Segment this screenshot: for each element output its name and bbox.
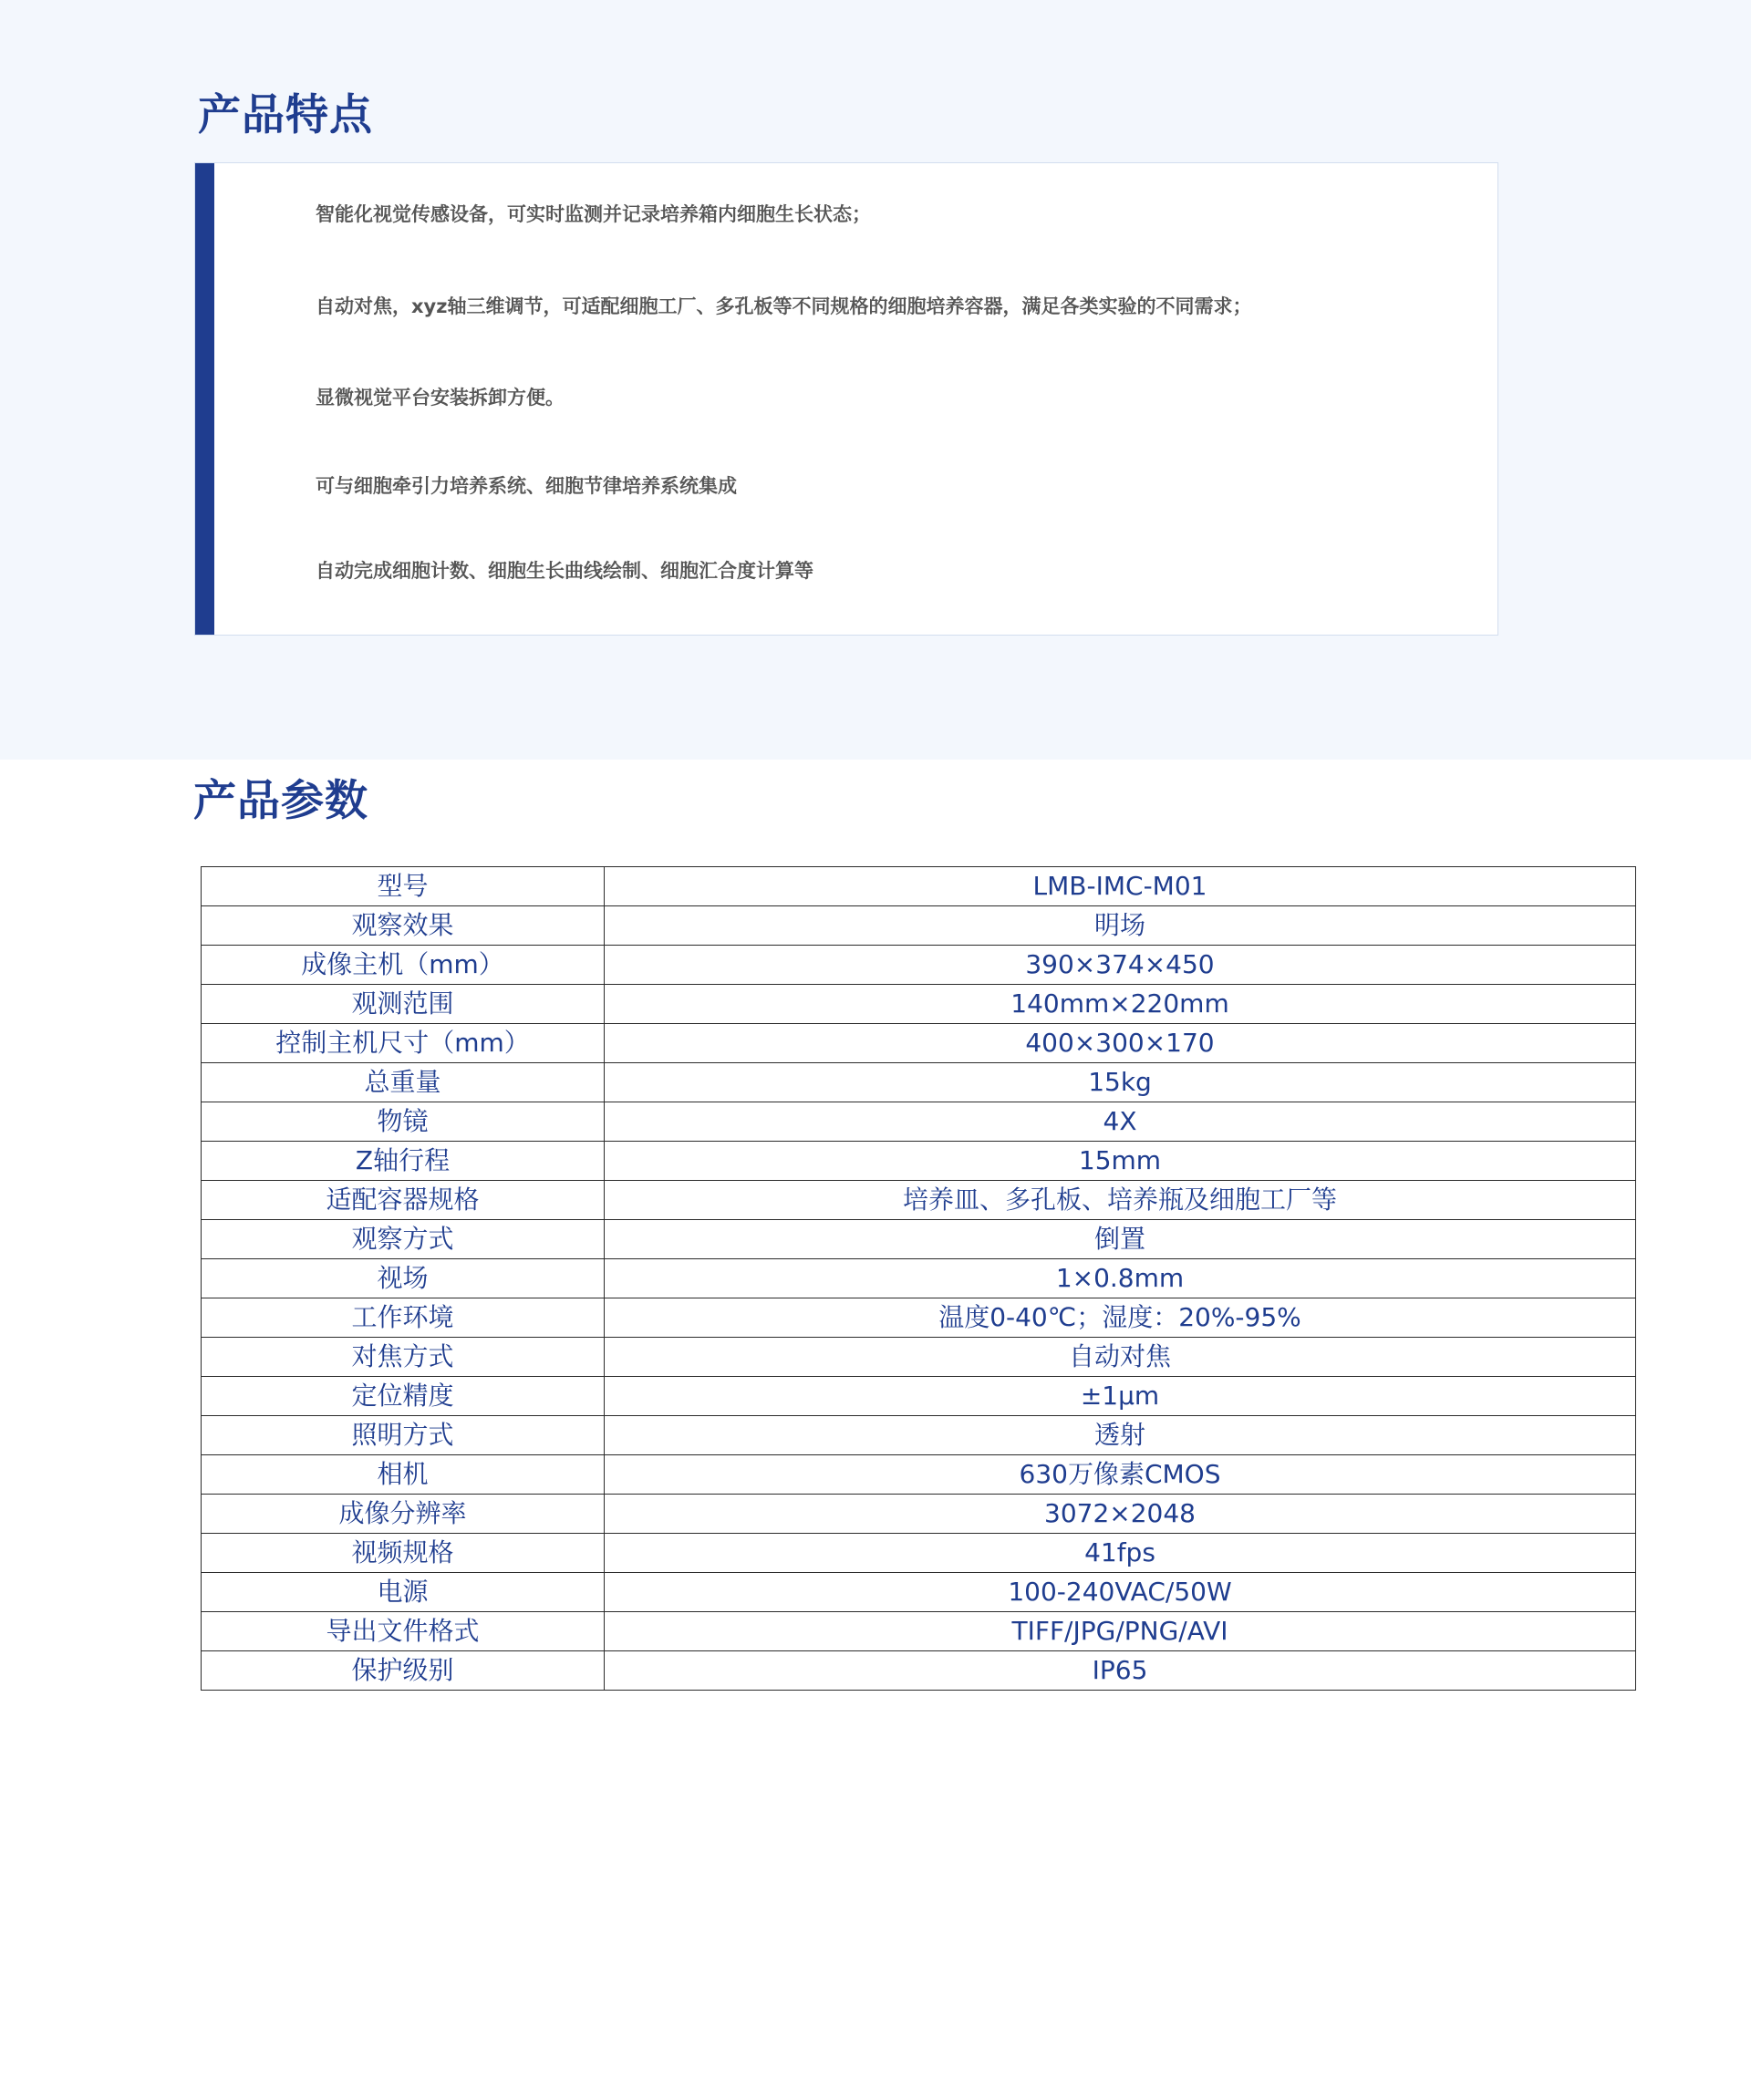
spec-value: 自动对焦: [605, 1338, 1636, 1377]
spec-label: 观测范围: [202, 985, 605, 1024]
spec-value: 140mm×220mm: [605, 985, 1636, 1024]
spec-row: [202, 1377, 1636, 1416]
features-title: 产品特点: [198, 90, 373, 140]
spec-row: [202, 1338, 1636, 1377]
spec-value: IP65: [605, 1651, 1636, 1691]
spec-value: 温度0-40℃；湿度：20%-95%: [605, 1298, 1636, 1338]
spec-table-body: [202, 867, 1636, 1691]
spec-value: 390×374×450: [605, 946, 1636, 985]
spec-label: 导出文件格式: [202, 1612, 605, 1651]
spec-row: [202, 1651, 1636, 1691]
spec-row: [202, 867, 1636, 906]
accent-bar: [195, 163, 214, 635]
spec-label: 视场: [202, 1259, 605, 1298]
spec-table: [201, 866, 1636, 1691]
spec-value: 41fps: [605, 1534, 1636, 1573]
spec-row: [202, 1181, 1636, 1220]
spec-value: 培养皿、多孔板、培养瓶及细胞工厂等: [605, 1181, 1636, 1220]
spec-row: [202, 1495, 1636, 1534]
spec-row: [202, 1416, 1636, 1455]
spec-value: 透射: [605, 1416, 1636, 1455]
spec-label: 观察方式: [202, 1220, 605, 1259]
feature-item: 显微视觉平台安装拆卸方便。: [316, 387, 565, 409]
spec-value: 630万像素CMOS: [605, 1455, 1636, 1495]
spec-label: 视频规格: [202, 1534, 605, 1573]
spec-label: 照明方式: [202, 1416, 605, 1455]
spec-value: 15kg: [605, 1063, 1636, 1102]
spec-label: 保护级别: [202, 1651, 605, 1691]
spec-label: 成像分辨率: [202, 1495, 605, 1534]
spec-label: 控制主机尺寸（mm）: [202, 1024, 605, 1063]
spec-label: Z轴行程: [202, 1142, 605, 1181]
spec-label: 相机: [202, 1455, 605, 1495]
feature-item: 自动对焦，xyz轴三维调节，可适配细胞工厂、多孔板等不同规格的细胞培养容器，满足各类实验的不同需求；: [316, 295, 1252, 317]
spec-row: [202, 1063, 1636, 1102]
spec-row: [202, 1024, 1636, 1063]
spec-value: 3072×2048: [605, 1495, 1636, 1534]
params-title: 产品参数: [193, 776, 368, 826]
spec-value: 1×0.8mm: [605, 1259, 1636, 1298]
spec-row: [202, 946, 1636, 985]
spec-label: 定位精度: [202, 1377, 605, 1416]
spec-row: [202, 1612, 1636, 1651]
spec-label: 成像主机（mm）: [202, 946, 605, 985]
spec-label: 总重量: [202, 1063, 605, 1102]
spec-label: 电源: [202, 1573, 605, 1612]
spec-row: [202, 906, 1636, 946]
feature-item: 自动完成细胞计数、细胞生长曲线绘制、细胞汇合度计算等: [316, 560, 813, 582]
spec-value: 明场: [605, 906, 1636, 946]
feature-item: 可与细胞牵引力培养系统、细胞节律培养系统集成: [316, 475, 737, 497]
spec-row: [202, 1142, 1636, 1181]
spec-value: 400×300×170: [605, 1024, 1636, 1063]
feature-item: 智能化视觉传感设备，可实时监测并记录培养箱内细胞生长状态；: [316, 203, 871, 225]
spec-row: [202, 1455, 1636, 1495]
spec-label: 物镜: [202, 1102, 605, 1142]
spec-row: [202, 1573, 1636, 1612]
spec-value: 15mm: [605, 1142, 1636, 1181]
spec-value: 倒置: [605, 1220, 1636, 1259]
spec-label: 工作环境: [202, 1298, 605, 1338]
spec-row: [202, 1102, 1636, 1142]
features-box: [194, 162, 1498, 636]
spec-row: [202, 1534, 1636, 1573]
spec-row: [202, 985, 1636, 1024]
spec-value: 4X: [605, 1102, 1636, 1142]
spec-value: LMB-IMC-M01: [605, 867, 1636, 906]
features-section: [0, 0, 1751, 760]
spec-row: [202, 1259, 1636, 1298]
spec-value: TIFF/JPG/PNG/AVI: [605, 1612, 1636, 1651]
spec-value: 100-240VAC/50W: [605, 1573, 1636, 1612]
spec-row: [202, 1220, 1636, 1259]
spec-label: 观察效果: [202, 906, 605, 946]
spec-label: 适配容器规格: [202, 1181, 605, 1220]
spec-row: [202, 1298, 1636, 1338]
spec-value: ±1μm: [605, 1377, 1636, 1416]
spec-label: 型号: [202, 867, 605, 906]
spec-label: 对焦方式: [202, 1338, 605, 1377]
